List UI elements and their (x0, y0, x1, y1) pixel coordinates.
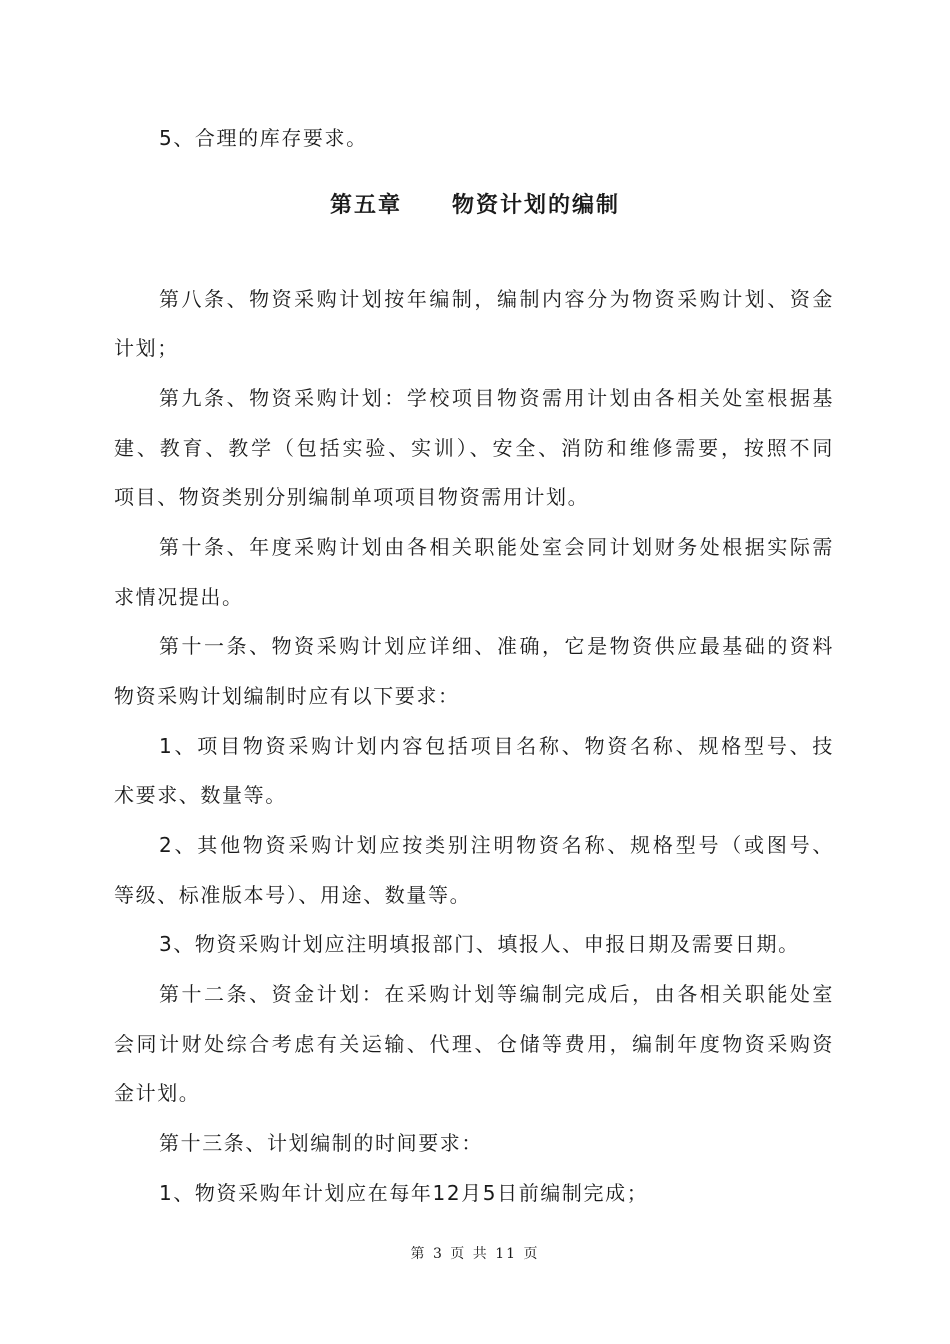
paragraph-line: 项目、物资类别分别编制单项项目物资需用计划。 (114, 485, 590, 509)
paragraph-line: 第十条、年度采购计划由各相关职能处室会同计划财务处根据实际需 (159, 535, 834, 559)
paragraph-line: 1、物资采购年计划应在每年12月5日前编制完成； (159, 1181, 649, 1205)
paragraph-line: 建、教育、教学（包括实验、实训）、安全、消防和维修需要，按照不同 (114, 436, 834, 460)
paragraph-line: 第十二条、资金计划：在采购计划等编制完成后，由各相关职能处室 (159, 982, 834, 1006)
chapter-number: 第五章 (329, 193, 402, 218)
paragraph-line: 1、项目物资采购计划内容包括项目名称、物资名称、规格型号、技 (159, 734, 834, 758)
paragraph-line: 术要求、数量等。 (114, 783, 287, 807)
paragraph-line: 3、物资采购计划应注明填报部门、填报人、申报日期及需要日期。 (159, 932, 800, 956)
paragraph-line: 第十一条、物资采购计划应详细、准确，它是物资供应最基础的资料 (159, 634, 834, 658)
paragraph-line: 5、合理的库存要求。 (159, 126, 368, 150)
paragraph-line: 物资采购计划编制时应有以下要求： (114, 684, 460, 708)
paragraph-line: 第八条、物资采购计划按年编制，编制内容分为物资采购计划、资金 (159, 287, 834, 311)
paragraph-line: 第十三条、计划编制的时间要求： (159, 1131, 483, 1155)
paragraph-line: 会同计财处综合考虑有关运输、代理、仓储等费用，编制年度物资采购资 (114, 1032, 834, 1056)
paragraph-line: 2、其他物资采购计划应按类别注明物资名称、规格型号（或图号、 (159, 833, 834, 857)
paragraph-line: 等级、标准版本号）、用途、数量等。 (114, 883, 472, 907)
chapter-title: 物资计划的编制 (452, 193, 621, 218)
page-number-footer: 第 3 页 共 11 页 (410, 1246, 540, 1262)
paragraph-line: 计划； (114, 336, 179, 360)
chapter-heading (0, 191, 950, 221)
paragraph-line: 第九条、物资采购计划：学校项目物资需用计划由各相关处室根据基 (159, 386, 834, 410)
paragraph-line: 金计划。 (114, 1081, 201, 1105)
paragraph-line: 求情况提出。 (114, 585, 244, 609)
